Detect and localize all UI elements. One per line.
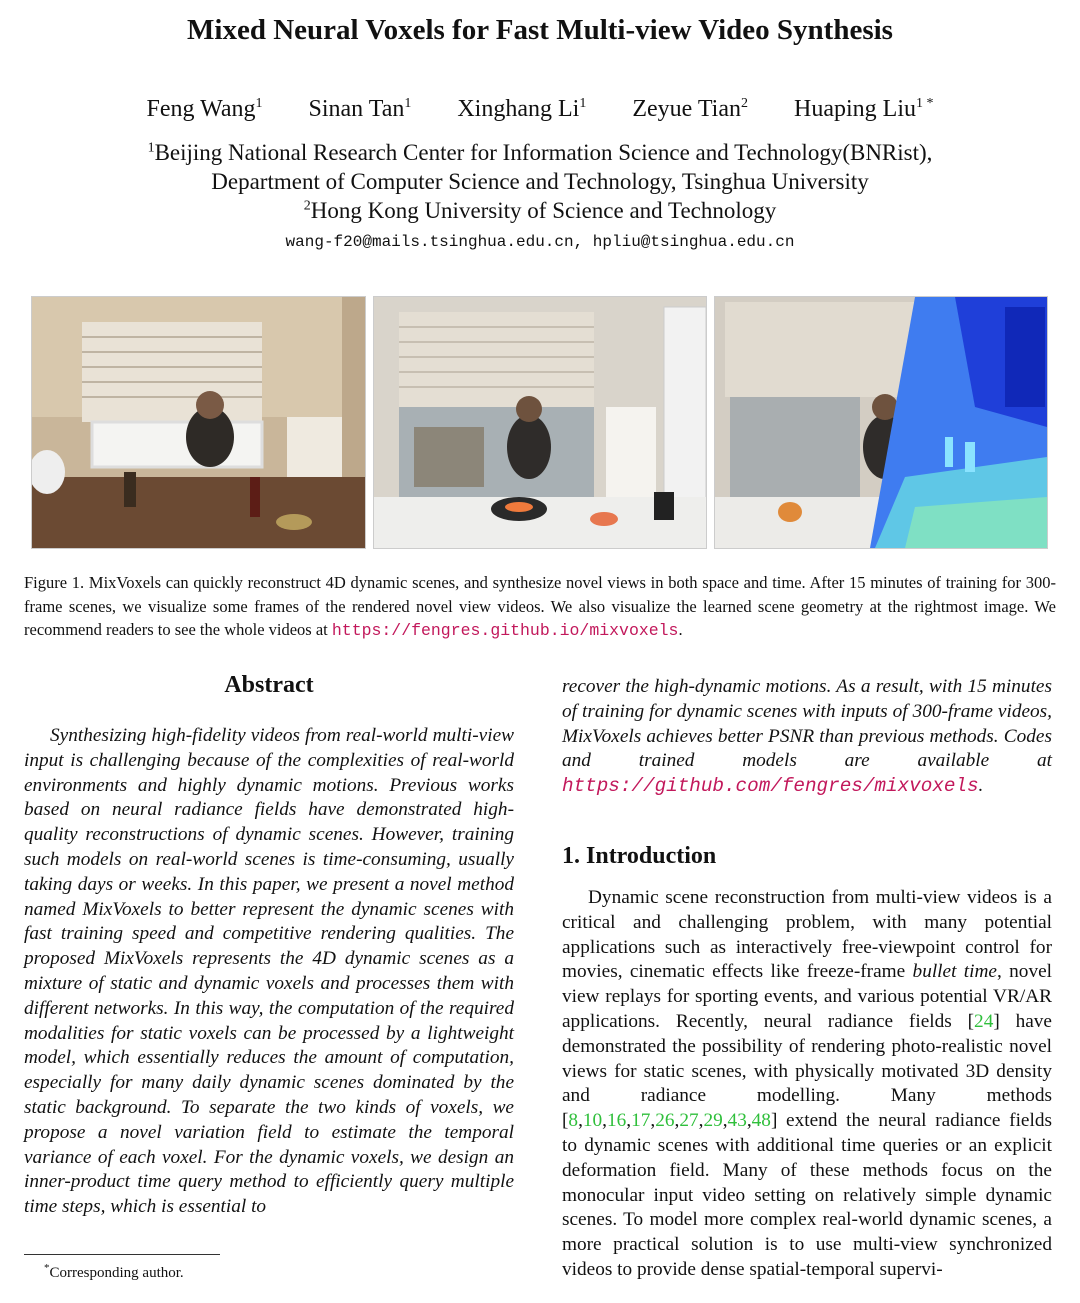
- citation-link[interactable]: 16: [607, 1110, 627, 1132]
- code-link[interactable]: https://github.com/fengres/mixvoxels: [562, 775, 979, 798]
- footnote-divider: [24, 1254, 220, 1255]
- figure-image-geometry: [714, 296, 1048, 549]
- citation-link[interactable]: 17: [631, 1110, 651, 1132]
- abstract-heading: Abstract: [224, 672, 314, 698]
- citation-link[interactable]: 27: [679, 1110, 699, 1132]
- author: Feng Wang$^1$: [146, 96, 263, 122]
- figure-image-kitchen-1: [31, 296, 366, 549]
- citation-link[interactable]: 29: [703, 1110, 723, 1132]
- citation-link[interactable]: 10: [582, 1110, 603, 1132]
- affiliation-1-dept: Department of Computer Science and Technology, Tsinghua University: [211, 169, 869, 194]
- author-emails: wang-f20@mails.tsinghua.edu.cn, hpliu@tsinghua.edu.cn: [285, 233, 795, 251]
- abstract-body: Synthesizing high-fidelity videos from real-world multi-view input is challenging because of the complexities of real-world environments and highly dynamic motions. Previous works based on neural radiance fields have demonstrated high-quality reconstructions of dynamic scenes. However, training such models on real-world scenes is time-consuming, usually taking days or weeks. In this paper, we present a novel method named MixVoxels to better represent the dynamic scenes with fast training speed and competitive rendering qualities. The proposed MixVoxels represents the 4D dynamic scenes as a mixture of static and dynamic voxels and processes them with different networks. In this way, the computation of the required modalities for static voxels can be processed by a lightweight model, which essentially reduces the amount of computation, especially for many daily dynamic scenes dominated by the static background. To separate the two kinds of voxels, we propose a novel variation field to estimate the temporal variance of each voxel. For the dynamic voxels, we design an inner-product time query method to efficiently query multiple time steps, which is essential to: [24, 725, 514, 1218]
- author: Huaping Liu$^{1 *}$: [794, 96, 934, 122]
- author: Sinan Tan$^1$: [308, 96, 412, 122]
- author: Zeyue Tian$^2$: [632, 96, 748, 122]
- author-list: [0, 96, 1080, 123]
- introduction-body: Dynamic scene reconstruction from multi-view videos is a critical and challenging problem, with many potential applications such as interactively free-viewpoint control for movies, cinematic effects like freeze-frame bullet time, novel view replays for sporting events, and various potential VR/AR applications. Recently, neural radiance fields [24] have demonstrated the possibility of rendering photo-realistic novel views for static scenes, with physically motivated 3D density and radiance modelling. Many methods [8,10,16,17,26,27,29,43,48] extend the neural radiance fields to dynamic scenes with additional time queries or an explicit deformation field. Many of these methods focus on the monocular input video setting on relatively simple dynamic scenes. To model more complex real-world dynamic scenes, a more practical solution is to use multi-view synchronized videos to provide dense spatial-temporal supervi-: [562, 887, 1052, 1280]
- figure-caption: Figure 1. MixVoxels can quickly reconstruct 4D dynamic scenes, and synthesize novel views in both space and time. After 15 minutes of training for 300-frame scenes, we visualize some frames of the rendered novel view videos. We also visualize the learned scene geometry at the rightmost image. We recommend readers to see the whole videos at https://fengres.github.io/mixvoxels.: [24, 573, 1056, 640]
- paper-title: Mixed Neural Voxels for Fast Multi-view Video Synthesis: [187, 14, 893, 46]
- citation-link[interactable]: 26: [655, 1110, 675, 1132]
- citation-link[interactable]: 43: [727, 1110, 747, 1132]
- citation-link[interactable]: 8: [568, 1110, 579, 1132]
- citation-link[interactable]: 24: [974, 1010, 994, 1032]
- affiliation-1: $^1$Beijing National Research Center for Information Science and Technology(BNRist),: [147, 140, 933, 165]
- footnote: *Corresponding author.: [44, 1262, 184, 1281]
- introduction-heading: 1. Introduction: [562, 843, 717, 869]
- author: Xinghang Li$^1$: [457, 96, 587, 122]
- affiliation-2: $^2$Hong Kong University of Science and Technology: [303, 198, 777, 223]
- abstract-continuation: recover the high-dynamic motions. As a result, with 15 minutes of training for dynamic scenes with inputs of 300-frame videos, MixVoxels achieves better PSNR than previous methods. Codes and trained models are available at https://github.com/fengres/mixvoxels.: [562, 676, 1052, 798]
- caption-link[interactable]: https://fengres.github.io/mixvoxels: [331, 621, 679, 640]
- figure-image-kitchen-2: [373, 296, 707, 549]
- citation-link[interactable]: 48: [751, 1110, 771, 1132]
